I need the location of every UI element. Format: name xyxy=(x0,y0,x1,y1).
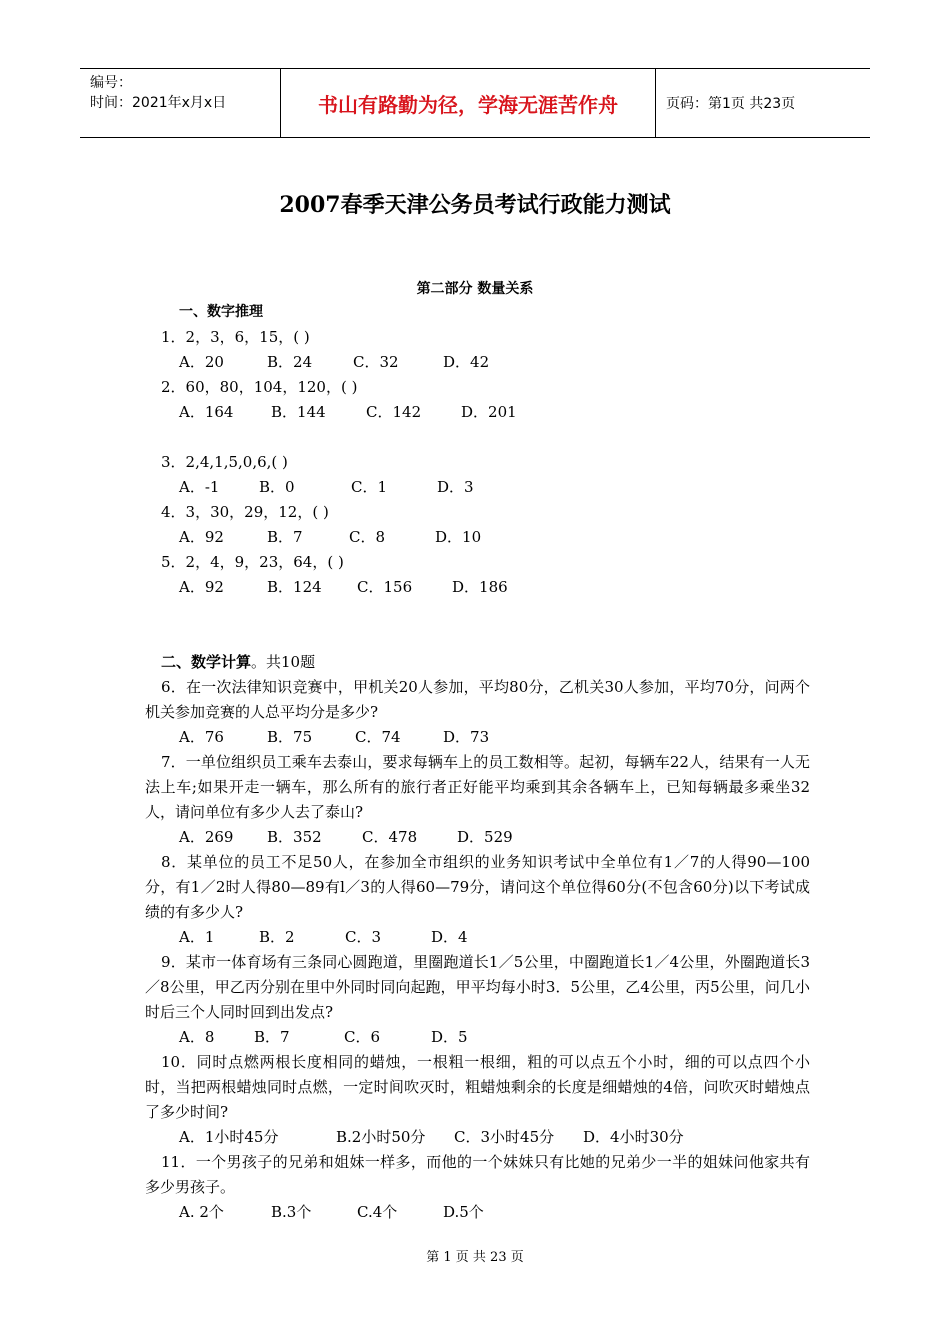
section-title: 第二部分 数量关系 xyxy=(416,281,534,297)
option: D．529 xyxy=(457,828,513,846)
option: D.5个 xyxy=(443,1203,484,1221)
question-9-options xyxy=(145,1025,810,1050)
document-body xyxy=(145,300,810,1225)
option: D．10 xyxy=(435,528,482,546)
question-3: 3．2,4,1,5,0,6,( ) xyxy=(161,453,288,471)
option: D．73 xyxy=(443,728,490,746)
question-4-options xyxy=(145,525,810,550)
number-label: 编号： xyxy=(90,75,132,91)
part2-heading xyxy=(145,650,810,675)
option: A．20 xyxy=(179,353,224,371)
option: C．8 xyxy=(349,528,386,546)
header-page-info: 页码：第1页 共23页 xyxy=(666,96,796,112)
question-1-options xyxy=(145,350,810,375)
header-motto: 书山有路勤为径，学海无涯苦作舟 xyxy=(280,69,656,137)
question-4: 4．3，30，29，12，( ) xyxy=(161,503,329,521)
question-5-options xyxy=(145,575,810,600)
question-10: 10．同时点燃两根长度相同的蜡烛，一根粗一根细，粗的可以点五个小时，细的可以点四个小时，当把两根蜡烛同时点燃，一定时间吹灭时，粗蜡烛剩余的长度是细蜡烛的4倍，问吹灭时蜡烛点了多少时间? xyxy=(145,1053,810,1121)
option: D．4 xyxy=(431,928,468,946)
question-5: 5．2，4，9，23，64，( ) xyxy=(161,553,344,571)
option: D．3 xyxy=(437,478,474,496)
question-6: 6．在一次法律知识竞赛中，甲机关20人参加，平均80分，乙机关30人参加，平均70分，问两个机关参加竞赛的人总平均分是多少? xyxy=(145,678,810,721)
question-7: 7．一单位组织员工乘车去泰山，要求每辆车上的员工数相等。起初，每辆车22人，结果有一人无法上车;如果开走一辆车，那么所有的旅行者正好能平均乘到其余各辆车上，已知每辆最多乘坐32人，请问单位有多少人去了泰山? xyxy=(145,753,810,821)
date-label: 时间：2021年x月x日 xyxy=(90,95,227,111)
question-11: 11．一个男孩子的兄弟和姐妹一样多，而他的一个妹妹只有比她的兄弟少一半的姐妹问他家共有多少男孩子。 xyxy=(145,1153,810,1196)
option: B．7 xyxy=(254,1028,290,1046)
option: C．478 xyxy=(362,828,418,846)
option: B．2 xyxy=(259,928,295,946)
option: C．32 xyxy=(353,353,399,371)
option: B．352 xyxy=(267,828,322,846)
option: D．5 xyxy=(431,1028,468,1046)
option: A．92 xyxy=(179,578,224,596)
page-footer: 第 1 页 共 23 页 xyxy=(426,1250,524,1265)
option: B．124 xyxy=(267,578,322,596)
option: A．1 xyxy=(179,928,215,946)
option: C．3 xyxy=(345,928,382,946)
question-3-options xyxy=(145,475,810,500)
option: B.3个 xyxy=(271,1203,312,1221)
option: B.2小时50分 xyxy=(336,1128,426,1146)
question-9: 9．某市一体育场有三条同心圆跑道，里圈跑道长1／5公里，中圈跑道长1／4公里，外圈跑道长3／8公里，甲乙丙分别在里中外同时同向起跑，甲平均每小时3．5公里，乙4公里，丙5公里，问几小时后三个人同时回到出发点? xyxy=(145,953,810,1021)
question-10-options xyxy=(145,1125,810,1150)
option: A．76 xyxy=(179,728,224,746)
question-1: 1．2，3，6，15，( ) xyxy=(161,328,310,346)
option: C．6 xyxy=(344,1028,381,1046)
option: A．92 xyxy=(179,528,224,546)
question-2: 2．60，80，104，120，( ) xyxy=(161,378,358,396)
question-8-options xyxy=(145,925,810,950)
part2-heading-bold: 二、数学计算 xyxy=(161,653,252,671)
document-title: 2007春季天津公务员考试行政能力测试 xyxy=(279,192,671,218)
option: A．8 xyxy=(179,1028,215,1046)
option: C．1 xyxy=(351,478,388,496)
option: A．269 xyxy=(179,828,234,846)
option: D．42 xyxy=(443,353,490,371)
header-meta xyxy=(80,69,280,137)
question-11-options xyxy=(145,1200,810,1225)
option: D．4小时30分 xyxy=(583,1128,684,1146)
option: A．1小时45分 xyxy=(179,1128,279,1146)
document-header xyxy=(80,68,870,138)
option: C．156 xyxy=(357,578,413,596)
option: A. 2个 xyxy=(179,1203,224,1221)
question-6-options xyxy=(145,725,810,750)
option: B．7 xyxy=(267,528,303,546)
part2-heading-rest: 。共10题 xyxy=(251,653,316,671)
option: A．164 xyxy=(179,403,234,421)
option: B．75 xyxy=(267,728,313,746)
option: D．186 xyxy=(452,578,508,596)
part1-heading: 一、数字推理 xyxy=(179,304,263,320)
option: C.4个 xyxy=(357,1203,398,1221)
question-7-options xyxy=(145,825,810,850)
option: A．-1 xyxy=(179,478,220,496)
option: C．3小时45分 xyxy=(454,1128,555,1146)
option: B．0 xyxy=(259,478,295,496)
option: D．201 xyxy=(461,403,517,421)
question-2-options xyxy=(145,400,810,425)
option: B．24 xyxy=(267,353,313,371)
option: C．142 xyxy=(366,403,422,421)
question-8: 8．某单位的员工不足50人，在参加全市组织的业务知识考试中全单位有1／7的人得90—100分，有1／2时人得80—89有l／3的人得60—79分，请问这个单位得60分(不包含60分)以下考试成绩的有多少人? xyxy=(145,853,810,921)
option: C．74 xyxy=(355,728,401,746)
option: B．144 xyxy=(271,403,326,421)
